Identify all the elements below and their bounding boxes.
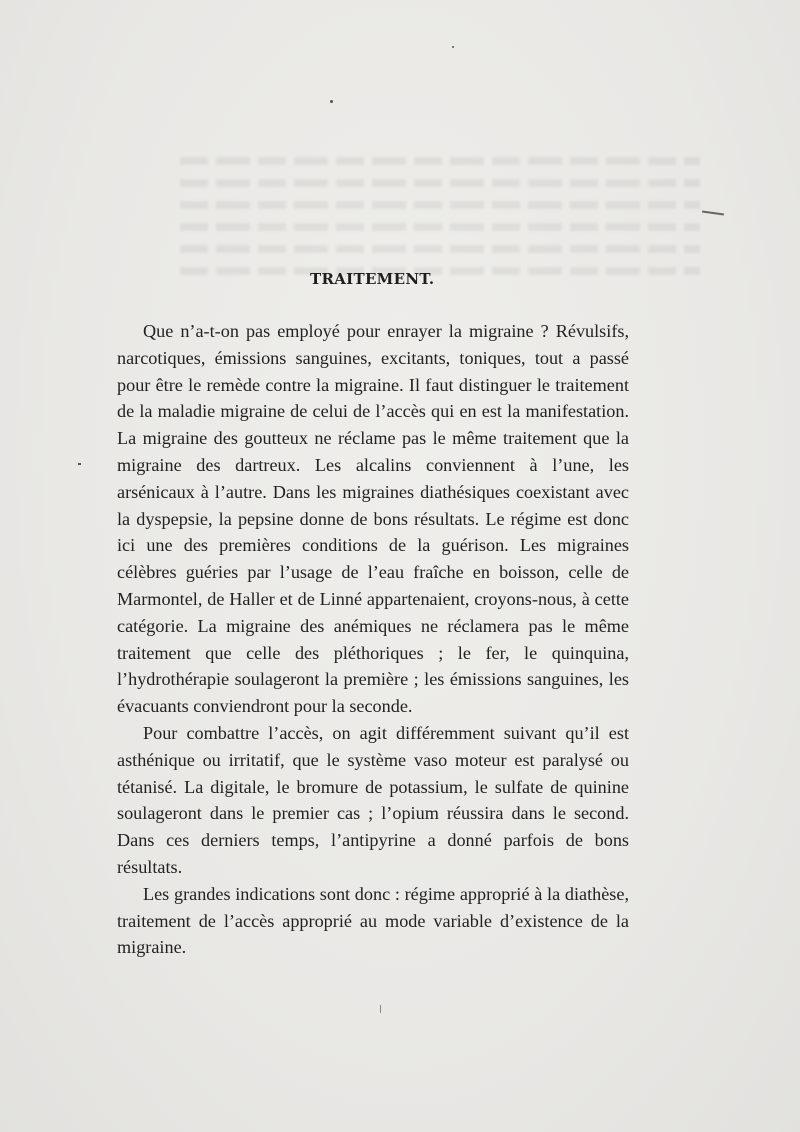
- paragraph-2: Pour combattre l’accès, on agit différemment suivant qu’il est asthénique ou irritatif, que le système vaso moteur est paralysé ou tétanisé. La digitale, le bromure de potassium, le sulfate de quinine soulageront dans le premier cas ; l’opium réussira dans le second. Dans ces derniers temps, l’antipyrine a donné parfois de bons résultats.: [117, 722, 629, 877]
- section-title: TRAITEMENT.: [310, 270, 435, 288]
- body-text: [117, 318, 629, 961]
- ink-speck: [78, 463, 81, 465]
- ink-speck: [452, 46, 454, 48]
- ink-speck: [330, 100, 333, 103]
- ink-speck: [380, 1005, 381, 1013]
- edge-dash: [702, 210, 724, 215]
- show-through-text: [180, 150, 700, 300]
- paragraph-1: Que n’a-t-on pas employé pour enrayer la migraine ? Révulsifs, narcotiques, émissions sanguines, excitants, toniques, tout a passé pour être le remède contre la migraine. Il faut distinguer le traitement de la maladie migraine de celui de l’accès qui en est la manifestation. La migraine des goutteux ne réclame pas le même traitement que la migraine des dartreux. Les alcalins conviennent à l’une, les arsénicaux à l’autre. Dans les migraines diathésiques coexistant avec la dyspepsie, la pepsine donne de bons résultats. Le régime est donc ici une des premières conditions de la guérison. Les migraines célèbres guéries par l’usage de l’eau fraîche en boisson, celle de Marmontel, de Haller et de Linné appartenaient, croyons-nous, à cette catégorie. La migraine des anémiques ne réclamera pas le même traitement que celle des pléthoriques ; le fer, le quinquina, l’hydrothérapie soulageront la première ; les émissions sanguines, les évacuants conviendront pour la seconde.: [117, 321, 629, 717]
- paragraph-3: Les grandes indications sont donc : régime approprié à la diathèse, traitement de l’accès approprié au mode variable d’existence de la migraine.: [117, 883, 629, 958]
